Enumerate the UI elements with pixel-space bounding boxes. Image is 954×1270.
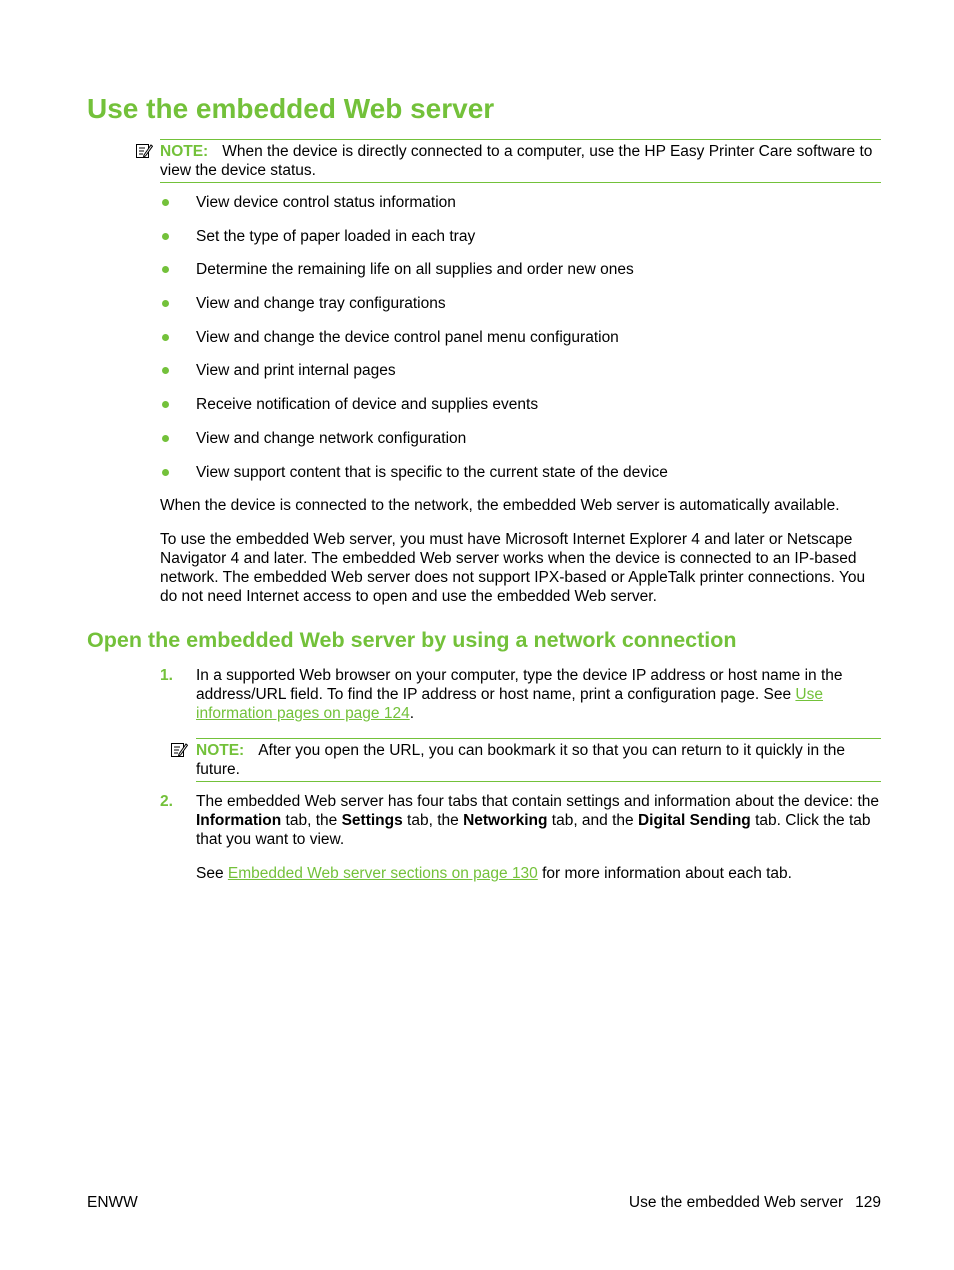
- list-item: [160, 193, 668, 227]
- tab-name-settings: Settings: [341, 812, 403, 829]
- list-item-text: View device control status information: [196, 194, 456, 211]
- list-item-text: View and print internal pages: [196, 362, 396, 380]
- bullet-icon: [162, 469, 169, 476]
- tab-name-networking: Networking: [463, 812, 548, 829]
- step-text-end: .: [409, 705, 415, 722]
- step-body: [196, 666, 881, 723]
- step-text: tab, and the: [547, 812, 638, 829]
- list-item: [160, 429, 668, 463]
- list-item: [160, 463, 668, 497]
- feature-list: [160, 193, 668, 496]
- step-number: 2.: [160, 793, 173, 810]
- list-item: [160, 395, 668, 429]
- list-item: [160, 260, 668, 294]
- list-item-text: Set the type of paper loaded in each tray: [196, 227, 476, 245]
- list-item-text: View and change network configuration: [196, 429, 467, 447]
- tab-name-digital-sending: Digital Sending: [637, 812, 751, 829]
- page-number: 129: [855, 1194, 881, 1211]
- footer-left: ENWW: [87, 1194, 138, 1211]
- section-heading: Open the embedded Web server by using a network connection: [87, 628, 737, 652]
- list-item-text: View and change tray configurations: [196, 295, 446, 313]
- see-text: See: [196, 865, 228, 882]
- list-item: [160, 294, 668, 328]
- info-pages-link[interactable]: Use information pages on page 124: [196, 686, 823, 722]
- list-item: [160, 328, 668, 362]
- page-title: Use the embedded Web server: [87, 93, 495, 124]
- list-item: [160, 361, 668, 395]
- footer-section-title: Use the embedded Web server: [628, 1194, 844, 1211]
- note-text: When the device is directly connected to a computer, use the HP Easy Printer Care software to view the device status.: [160, 143, 873, 179]
- see-text: for more information about each tab.: [537, 865, 792, 882]
- see-also-line: [196, 864, 792, 883]
- paragraph-availability: When the device is connected to the network, the embedded Web server is automatically available.: [160, 497, 840, 514]
- bullet-icon: [162, 233, 169, 240]
- step-text: tab, the: [281, 812, 342, 829]
- note-label: NOTE:: [196, 742, 245, 759]
- paragraph-requirements: To use the embedded Web server, you must have Microsoft Internet Explorer 4 and later or Netscape Navigator 4 and later. The embedded Web server works when the device is connected to an IP-based network. The embedded Web server does not support IPX-based or AppleTalk printer connections. You do not need Internet access to open and use the embedded Web server.: [160, 531, 866, 605]
- list-item-text: View support content that is specific to the current state of the device: [196, 463, 668, 481]
- step-text: tab. Click the tab that you want to view.: [196, 812, 871, 848]
- step-2: [160, 792, 881, 849]
- list-item-text: Determine the remaining life on all supplies and order new ones: [196, 261, 634, 279]
- note-box: [196, 738, 881, 782]
- bullet-icon: [162, 334, 169, 341]
- note-box: [160, 139, 881, 183]
- step-number: 1.: [160, 667, 173, 684]
- note-icon: [135, 142, 153, 160]
- list-item-text: Receive notification of device and supplies events: [196, 396, 539, 414]
- bullet-icon: [162, 199, 169, 206]
- bullet-icon: [162, 266, 169, 273]
- bullet-icon: [162, 367, 169, 374]
- step-1: [160, 666, 881, 723]
- step-text: The embedded Web server has four tabs that contain settings and information about the device: the: [196, 793, 879, 810]
- list-item-text: View and change the device control panel menu configuration: [196, 328, 619, 346]
- bullet-icon: [162, 435, 169, 442]
- step-text: tab, the: [402, 812, 464, 829]
- ews-sections-link[interactable]: Embedded Web server sections on page 130: [227, 865, 538, 882]
- step-text: In a supported Web browser on your computer, type the device IP address or host name in the address/URL field. To find the IP address or host name, print a configuration page. See: [196, 667, 843, 703]
- tab-name-information: Information: [196, 812, 282, 829]
- bullet-icon: [162, 300, 169, 307]
- footer-right: [629, 1193, 881, 1212]
- step-body: [196, 792, 881, 849]
- bullet-icon: [162, 401, 169, 408]
- note-label: NOTE:: [160, 143, 209, 160]
- list-item: [160, 227, 668, 261]
- note-icon: [170, 741, 188, 759]
- note-text: After you open the URL, you can bookmark it so that you can return to it quickly in the future.: [196, 742, 845, 778]
